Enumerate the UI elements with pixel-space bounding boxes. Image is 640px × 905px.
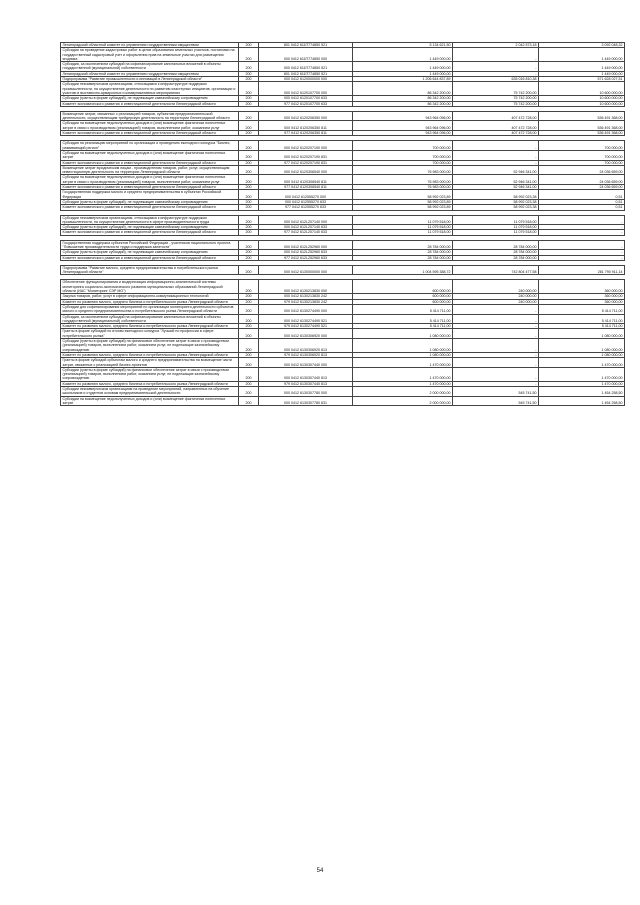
- row-approved-amount: 1 470 000,00: [353, 358, 453, 368]
- row-code: 200: [239, 225, 259, 230]
- row-unexecuted-amount: 0,51: [539, 190, 625, 200]
- row-approved-amount: 943 964 096,00: [353, 131, 453, 136]
- row-name: Комитет экономического развития и инвестиционной деятельности Ленинградской области: [61, 101, 239, 106]
- row-name: Субсидии некоммерческим организациям, относящимся к инфраструктуре поддержки промышленности, на осуществление деятельности в сфере производительности труда: [61, 215, 239, 225]
- row-code: 200: [239, 265, 259, 275]
- row-approved-amount: 700 000,00: [353, 150, 453, 160]
- row-executed-amount: -: [453, 358, 539, 368]
- row-budget-code: 977 0412 6120306540 811: [259, 185, 353, 190]
- row-unexecuted-amount: -: [539, 225, 625, 230]
- row-code: 200: [239, 387, 259, 397]
- table-row: [61, 82, 625, 96]
- row-code: 200: [239, 160, 259, 165]
- row-unexecuted-amount: 1 080 000,00: [539, 339, 625, 353]
- table-row: [61, 358, 625, 368]
- row-approved-amount: 76 983 000,00: [353, 185, 453, 190]
- row-name: Субсидии (гранты в форме субсидий), не подлежащие казначейскому сопровождению: [61, 199, 239, 204]
- table-row: [61, 339, 625, 353]
- row-code: 200: [239, 121, 259, 131]
- row-unexecuted-amount: 1 470 000,00: [539, 381, 625, 386]
- row-code: 200: [239, 96, 259, 101]
- table-body: [61, 43, 625, 406]
- row-name: Субсидии (гранты в форме субсидий), не подлежащие казначейскому сопровождению: [61, 96, 239, 101]
- row-approved-amount: 1 449 000,00: [353, 48, 453, 62]
- row-code: 200: [239, 131, 259, 136]
- row-unexecuted-amount: 536 491 368,00: [539, 131, 625, 136]
- row-code: 200: [239, 150, 259, 160]
- row-code: 200: [239, 294, 259, 299]
- row-budget-code: 000 0412 6130306920 000: [259, 329, 353, 339]
- row-budget-code: 000 0412 6130213830 242: [259, 294, 353, 299]
- table-row: [61, 165, 625, 175]
- row-unexecuted-amount: -: [539, 230, 625, 235]
- row-name: Субсидии (гранты в форме субсидий) на финансовое обеспечение затрат в связи с производством (реализацией) товаров, выполнением работ, оказанием услуг, не подлежащие казначейскому сопровождению: [61, 339, 239, 353]
- row-budget-code: 000 0412 6120107700 000: [259, 82, 353, 96]
- table-row: [61, 240, 625, 250]
- row-code: 200: [239, 175, 259, 185]
- row-approved-amount: 5 414 711,00: [353, 314, 453, 324]
- row-unexecuted-amount: 1 080 000,00: [539, 329, 625, 339]
- row-code: 200: [239, 43, 259, 48]
- row-unexecuted-amount: -: [539, 250, 625, 255]
- row-name: Подпрограмма "Развитие малого, среднего предпринимательства и потребительского рынка Ленинградской области": [61, 265, 239, 275]
- row-unexecuted-amount: 24 036 659,00: [539, 185, 625, 190]
- row-name: Комитет по развитию малого, среднего бизнеса и потребительского рынка Ленинградской области: [61, 381, 239, 386]
- row-budget-code: 000 0412 6120207190 000: [259, 141, 353, 151]
- row-executed-amount: -: [453, 381, 539, 386]
- row-executed-amount: 407 472 728,00: [453, 121, 539, 131]
- row-approved-amount: 86 342 200,00: [353, 82, 453, 96]
- row-name: Государственная поддержка малого и среднего предпринимательства в субъектах Российской Федерации: [61, 190, 239, 200]
- table-row: [61, 280, 625, 294]
- row-budget-code: 000 0412 6120306540 811: [259, 175, 353, 185]
- row-executed-amount: -: [453, 352, 539, 357]
- row-budget-code: 801 0412 611П774850 521: [259, 71, 353, 76]
- row-approved-amount: 86 342 200,00: [353, 101, 453, 106]
- row-budget-code: 000 0412 611П774850 000: [259, 48, 353, 62]
- row-executed-amount: -: [453, 314, 539, 324]
- row-name: Субсидия на реализацию мероприятий по организации и проведению ежегодного конкурса "Бизнес, развивающий регион": [61, 141, 239, 151]
- row-code: 200: [239, 111, 259, 121]
- row-budget-code: 000 0412 6130213830 000: [259, 280, 353, 294]
- row-name: Государственная поддержка субъектов Российской Федерации - участников национального проекта "Повышение производительности труда и поддержка занятости": [61, 240, 239, 250]
- row-executed-amount: 11 079 518,00: [453, 225, 539, 230]
- row-approved-amount: 1 004 595 388,72: [353, 265, 453, 275]
- row-approved-amount: 86 342 200,00: [353, 96, 453, 101]
- row-executed-amount: 28 784 000,00: [453, 250, 539, 255]
- budget-execution-table: [60, 42, 625, 406]
- row-name: Комитет экономического развития и инвестиционной деятельности Ленинградской области: [61, 131, 239, 136]
- row-unexecuted-amount: 536 491 368,00: [539, 121, 625, 131]
- row-name: Субсидия на проведение кадастровых работ в целях образования земельных участков, постановки на государственный кадастровый учет и оформления прав на земельные участки для размещения ягодника: [61, 48, 239, 62]
- row-code: 200: [239, 230, 259, 235]
- row-budget-code: 977 0412 612L207140 633: [259, 230, 353, 235]
- row-code: 200: [239, 77, 259, 82]
- row-name: Возмещение затрат, связанных с реализацией товаров, субъектам предпринимательской деятельности, осуществляющим трейдерскую деятельность на территории Ленинградской области: [61, 111, 239, 121]
- row-code: 200: [239, 381, 259, 386]
- row-executed-amount: 75 742 200,00: [453, 101, 539, 106]
- row-code: 200: [239, 324, 259, 329]
- table-row: [61, 367, 625, 381]
- row-approved-amount: 600 000,00: [353, 280, 453, 294]
- row-unexecuted-amount: -: [539, 215, 625, 225]
- row-code: 200: [239, 141, 259, 151]
- row-name: Гранты в форме субсидий по итогам ежегодного конкурса "Лучший по профессии в сфере потребительского рынка": [61, 329, 239, 339]
- row-code: 200: [239, 82, 259, 96]
- row-executed-amount: 407 472 728,00: [453, 131, 539, 136]
- table-row: [61, 121, 625, 131]
- row-executed-amount: 28 784 000,00: [453, 255, 539, 260]
- row-executed-amount: 75 742 200,00: [453, 96, 539, 101]
- row-budget-code: 000 0412 6120206350 811: [259, 121, 353, 131]
- row-executed-amount: 11 079 518,00: [453, 230, 539, 235]
- row-unexecuted-amount: 536 491 368,00: [539, 111, 625, 121]
- row-approved-amount: 58 992 023,89: [353, 199, 453, 204]
- row-executed-amount: -: [453, 324, 539, 329]
- row-unexecuted-amount: 10 600 000,00: [539, 96, 625, 101]
- row-code: 200: [239, 250, 259, 255]
- row-budget-code: 979 0412 6130213830 242: [259, 299, 353, 304]
- row-approved-amount: 5 134 621,50: [353, 43, 453, 48]
- row-name: Ленинградский областной комитет по управлению государственным имуществом: [61, 71, 239, 76]
- row-unexecuted-amount: 1 470 000,00: [539, 358, 625, 368]
- row-name: Субсидии для софинансирования мероприятий по организации мониторинга деятельности субъектов малого и среднего предпринимательства и потребительского рынка Ленинградской области: [61, 304, 239, 314]
- row-budget-code: 000 0412 6120000000 000: [259, 77, 353, 82]
- row-name: Комитет по развитию малого, среднего бизнеса и потребительского рынка Ленинградской области: [61, 299, 239, 304]
- row-name: Обеспечение функционирования и модернизация информационно-аналитической системы мониторинга социально-экономического развития муниципальных образований Ленинградской области (ИАС "Мониторинг СЭР МО"): [61, 280, 239, 294]
- row-budget-code: 979 0412 6130306920 813: [259, 352, 353, 357]
- row-executed-amount: 52 946 341,00: [453, 185, 539, 190]
- row-unexecuted-amount: 5 414 711,00: [539, 324, 625, 329]
- row-name: Комитет по развитию малого, среднего бизнеса и потребительского рынка Ленинградской области: [61, 352, 239, 357]
- row-budget-code: 000 0412 6120207190 831: [259, 150, 353, 160]
- row-executed-amount: -: [453, 367, 539, 381]
- row-name: Возмещение затрат юридическим лицам - производителям товаров, работ, услуг, осуществляющим инвестиционную деятельность на территории Ленинградской области: [61, 165, 239, 175]
- row-name: Гранты в форме субсидий субъектам малого и среднего предпринимательства на возмещение части затрат, связанных с реализацией бизнес-проектов: [61, 358, 239, 368]
- row-name: Субсидии (гранты в форме субсидий), не подлежащие казначейскому сопровождению: [61, 225, 239, 230]
- table-row: [61, 396, 625, 406]
- row-unexecuted-amount: 10 600 000,00: [539, 101, 625, 106]
- row-approved-amount: 1 449 000,00: [353, 62, 453, 72]
- row-budget-code: 977 0412 6120206350 811: [259, 131, 353, 136]
- row-approved-amount: 1 449 000,00: [353, 71, 453, 76]
- row-approved-amount: 28 784 000,00: [353, 250, 453, 255]
- row-budget-code: 000 0412 6130307780 631: [259, 396, 353, 406]
- row-executed-amount: 58 992 023,38: [453, 205, 539, 210]
- row-code: 200: [239, 240, 259, 250]
- table-row: [61, 314, 625, 324]
- row-unexecuted-amount: 1 454 258,50: [539, 396, 625, 406]
- row-approved-amount: 28 784 000,00: [353, 255, 453, 260]
- table-row: [61, 304, 625, 314]
- row-code: 200: [239, 165, 259, 175]
- table-row: [61, 111, 625, 121]
- row-executed-amount: 407 472 728,00: [453, 111, 539, 121]
- row-name: Комитет по развитию малого, среднего бизнеса и потребительского рынка Ленинградской области: [61, 324, 239, 329]
- row-approved-amount: 1 080 000,00: [353, 329, 453, 339]
- row-executed-amount: -: [453, 71, 539, 76]
- row-unexecuted-amount: 261 790 911,14: [539, 265, 625, 275]
- row-approved-amount: 700 000,00: [353, 160, 453, 165]
- table-row: [61, 175, 625, 185]
- row-executed-amount: -: [453, 150, 539, 160]
- row-executed-amount: 11 079 518,00: [453, 215, 539, 225]
- row-budget-code: 000 0412 6130306920 813: [259, 339, 353, 353]
- row-name: Субсидии некоммерческим организациям, относящимся к инфраструктуре поддержки промышленности, на осуществление деятельности по развитию кластерных инициатив, организации и участию в выставочно-ярмарочных и коммуникативных мероприятиях: [61, 82, 239, 96]
- row-name: Субсидия, за исключением субсидий на софинансирование капитальных вложений в объекты государственной (муниципальной) собственности: [61, 314, 239, 324]
- row-unexecuted-amount: 1 449 000,00: [539, 48, 625, 62]
- row-budget-code: 000 0412 6130274490 000: [259, 304, 353, 314]
- row-approved-amount: 76 983 000,00: [353, 165, 453, 175]
- row-code: 200: [239, 255, 259, 260]
- row-executed-amount: 240 000,00: [453, 299, 539, 304]
- row-unexecuted-amount: 700 000,00: [539, 160, 625, 165]
- row-approved-amount: 2 000 000,00: [353, 387, 453, 397]
- row-code: 200: [239, 304, 259, 314]
- row-code: 200: [239, 205, 259, 210]
- row-name: Субсидии на возмещение недополученных доходов и (или) возмещение фактически понесенных затрат в связи с производством (реализацией) товаров, выполнением работ, оказанием услуг: [61, 175, 239, 185]
- row-unexecuted-amount: 3 092 048,32: [539, 43, 625, 48]
- row-approved-amount: 28 784 000,00: [353, 240, 453, 250]
- row-code: 200: [239, 367, 259, 381]
- row-budget-code: 000 0412 612555270 000: [259, 190, 353, 200]
- row-name: Ленинградский областной комитет по управлению государственным имуществом: [61, 43, 239, 48]
- table-row: [61, 387, 625, 397]
- row-name: Субсидии (гранты в форме субсидий), не подлежащие казначейскому сопровождению: [61, 250, 239, 255]
- row-code: 200: [239, 62, 259, 72]
- row-code: 200: [239, 339, 259, 353]
- row-name: Комитет экономического развития и инвестиционной деятельности Ленинградской области: [61, 160, 239, 165]
- row-approved-amount: 1 206 644 837,89: [353, 77, 453, 82]
- row-name: Подпрограмма "Развитие промышленности и инноваций в Ленинградской области": [61, 77, 239, 82]
- row-code: 200: [239, 280, 259, 294]
- row-approved-amount: 5 414 711,00: [353, 304, 453, 314]
- row-budget-code: 000 0412 6130307440 000: [259, 358, 353, 368]
- row-executed-amount: -: [453, 160, 539, 165]
- row-unexecuted-amount: 1 449 000,00: [539, 71, 625, 76]
- row-executed-amount: 52 946 341,00: [453, 165, 539, 175]
- row-approved-amount: 5 414 711,00: [353, 324, 453, 329]
- row-unexecuted-amount: 10 600 000,00: [539, 82, 625, 96]
- row-executed-amount: 58 992 023,38: [453, 190, 539, 200]
- row-budget-code: 977 0412 612L252960 633: [259, 255, 353, 260]
- row-budget-code: 000 0412 612L207140 633: [259, 225, 353, 230]
- row-budget-code: 000 0412 6120107700 633: [259, 96, 353, 101]
- row-executed-amount: 545 741,50: [453, 396, 539, 406]
- row-executed-amount: 2 042 573,18: [453, 43, 539, 48]
- row-code: 200: [239, 329, 259, 339]
- row-executed-amount: 545 741,50: [453, 387, 539, 397]
- row-code: 200: [239, 314, 259, 324]
- row-name: Субсидии (гранты в форме субсидий) на финансовое обеспечение затрат в связи с производством (реализацией) товаров, выполнением работ, оказанием услуг, не подлежащие казначейскому сопровождению: [61, 367, 239, 381]
- row-executed-amount: 635 016 810,38: [453, 77, 539, 82]
- row-code: 200: [239, 358, 259, 368]
- row-budget-code: 979 0412 6130274490 521: [259, 324, 353, 329]
- table-row: [61, 150, 625, 160]
- row-unexecuted-amount: 1 080 000,00: [539, 352, 625, 357]
- row-code: 200: [239, 396, 259, 406]
- table-row: [61, 190, 625, 200]
- row-name: Закупка товаров, работ, услуг в сфере информационно-коммуникационных технологий: [61, 294, 239, 299]
- table-row: [61, 48, 625, 62]
- row-budget-code: 801 0412 611П774850 521: [259, 43, 353, 48]
- row-code: 200: [239, 71, 259, 76]
- budget-report-page: [60, 42, 624, 406]
- row-executed-amount: 75 742 200,00: [453, 82, 539, 96]
- row-unexecuted-amount: 0,51: [539, 199, 625, 204]
- row-unexecuted-amount: 5 414 711,00: [539, 314, 625, 324]
- row-executed-amount: -: [453, 62, 539, 72]
- row-approved-amount: 11 079 518,00: [353, 225, 453, 230]
- row-name: Субсидия, за исключением субсидий на софинансирование капитальных вложений в объекты государственной (муниципальной) собственности: [61, 62, 239, 72]
- row-unexecuted-amount: -: [539, 255, 625, 260]
- row-budget-code: 000 0412 6130274490 521: [259, 314, 353, 324]
- row-budget-code: 000 0412 612L207140 000: [259, 215, 353, 225]
- row-unexecuted-amount: 1 470 000,00: [539, 367, 625, 381]
- row-budget-code: 977 0412 612555270 633: [259, 205, 353, 210]
- row-executed-amount: 52 946 341,00: [453, 175, 539, 185]
- row-budget-code: 977 0412 6120207190 831: [259, 160, 353, 165]
- row-code: 200: [239, 48, 259, 62]
- row-name: Субсидии некоммерческим организациям на проведение мероприятий, направленных на обучение школьников и студентов основам предпринимательской деятельности: [61, 387, 239, 397]
- row-approved-amount: 2 000 000,00: [353, 396, 453, 406]
- row-name: Комитет экономического развития и инвестиционной деятельности Ленинградской области: [61, 205, 239, 210]
- row-code: 200: [239, 199, 259, 204]
- row-code: 200: [239, 101, 259, 106]
- table-row: [61, 265, 625, 275]
- row-name: Комитет экономического развития и инвестиционной деятельности Ленинградской области: [61, 255, 239, 260]
- row-budget-code: 000 0412 6120206350 000: [259, 111, 353, 121]
- table-row: [61, 329, 625, 339]
- row-budget-code: 000 0412 6130000000 000: [259, 265, 353, 275]
- row-approved-amount: 1 470 000,00: [353, 367, 453, 381]
- row-executed-amount: -: [453, 304, 539, 314]
- row-approved-amount: 11 079 518,00: [353, 230, 453, 235]
- row-budget-code: 979 0412 6130307440 813: [259, 381, 353, 386]
- row-unexecuted-amount: 571 628 027,51: [539, 77, 625, 82]
- row-executed-amount: 28 784 000,00: [453, 240, 539, 250]
- table-row: [61, 141, 625, 151]
- table-row: [61, 215, 625, 225]
- row-name: Субсидии на возмещение недополученных доходов и (или) возмещение фактически понесенных затрат: [61, 150, 239, 160]
- row-name: Комитет экономического развития и инвестиционной деятельности Ленинградской области: [61, 185, 239, 190]
- row-unexecuted-amount: 24 036 659,00: [539, 175, 625, 185]
- row-executed-amount: 742 804 477,58: [453, 265, 539, 275]
- row-unexecuted-amount: 1 449 000,00: [539, 62, 625, 72]
- row-budget-code: 977 0412 6120107700 633: [259, 101, 353, 106]
- row-unexecuted-amount: 5 414 711,00: [539, 304, 625, 314]
- page-number: 54: [316, 868, 324, 874]
- row-unexecuted-amount: 360 000,00: [539, 299, 625, 304]
- row-executed-amount: -: [453, 48, 539, 62]
- row-approved-amount: 700 000,00: [353, 141, 453, 151]
- row-approved-amount: 58 992 023,89: [353, 205, 453, 210]
- row-approved-amount: 943 964 096,00: [353, 111, 453, 121]
- row-executed-amount: -: [453, 141, 539, 151]
- row-executed-amount: -: [453, 339, 539, 353]
- row-approved-amount: 1 080 000,00: [353, 352, 453, 357]
- row-code: 200: [239, 352, 259, 357]
- row-unexecuted-amount: -: [539, 240, 625, 250]
- row-approved-amount: 58 992 023,89: [353, 190, 453, 200]
- row-budget-code: 000 0412 6130307780 000: [259, 387, 353, 397]
- row-name: Субсидии на возмещение недополученных доходов и (или) возмещение фактически понесенных затрат в связи с производством (реализацией) товаров, выполнением работ, оказанием услуг: [61, 121, 239, 131]
- row-unexecuted-amount: 0,51: [539, 205, 625, 210]
- row-approved-amount: 943 964 096,00: [353, 121, 453, 131]
- row-approved-amount: 600 000,00: [353, 294, 453, 299]
- row-unexecuted-amount: 24 036 659,00: [539, 165, 625, 175]
- row-unexecuted-amount: 700 000,00: [539, 141, 625, 151]
- row-name: Комитет экономического развития и инвестиционной деятельности Ленинградской области: [61, 230, 239, 235]
- row-approved-amount: 76 983 000,00: [353, 175, 453, 185]
- row-budget-code: 000 0412 612L252960 000: [259, 240, 353, 250]
- row-executed-amount: 240 000,00: [453, 280, 539, 294]
- row-approved-amount: 600 000,00: [353, 299, 453, 304]
- row-code: 200: [239, 190, 259, 200]
- row-executed-amount: 240 000,00: [453, 294, 539, 299]
- row-budget-code: 000 0412 6120306540 000: [259, 165, 353, 175]
- row-approved-amount: 11 079 518,00: [353, 215, 453, 225]
- row-budget-code: 000 0412 612L252960 633: [259, 250, 353, 255]
- row-unexecuted-amount: 700 000,00: [539, 150, 625, 160]
- row-executed-amount: -: [453, 329, 539, 339]
- row-unexecuted-amount: 360 000,00: [539, 280, 625, 294]
- row-code: 200: [239, 299, 259, 304]
- row-approved-amount: 1 080 000,00: [353, 339, 453, 353]
- row-budget-code: 000 0412 6130307440 813: [259, 367, 353, 381]
- row-code: 200: [239, 215, 259, 225]
- row-executed-amount: 58 992 023,38: [453, 199, 539, 204]
- row-name: Субсидии на возмещение недополученных доходов и (или) возмещение фактически понесенных затрат: [61, 396, 239, 406]
- row-code: 200: [239, 185, 259, 190]
- row-unexecuted-amount: 360 000,00: [539, 294, 625, 299]
- row-approved-amount: 1 470 000,00: [353, 381, 453, 386]
- row-unexecuted-amount: 1 454 258,50: [539, 387, 625, 397]
- table-row: [61, 62, 625, 72]
- row-budget-code: 000 0412 611П774850 521: [259, 62, 353, 72]
- row-budget-code: 000 0412 612555270 633: [259, 199, 353, 204]
